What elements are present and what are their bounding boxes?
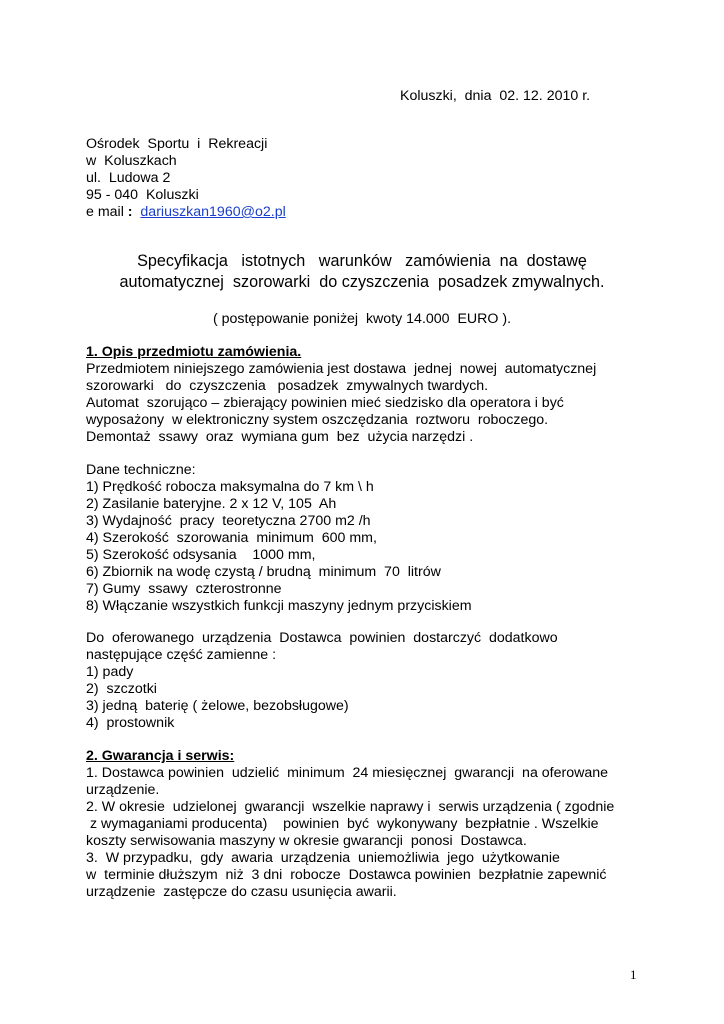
section-1-text: wyposażony w elektroniczny system oszczędzania roztworu roboczego. <box>86 412 549 428</box>
tech-item: 2) Zasilanie bateryjne. 2 x 12 V, 105 Ah <box>86 496 337 512</box>
tech-item: 3) Wydajność pracy teoretyczna 2700 m2 /h <box>86 513 371 529</box>
parts-item: 4) prostownik <box>86 715 175 731</box>
parts-intro: następujące część zamienne : <box>86 647 277 663</box>
section-2-text: urządzenie. <box>86 782 160 798</box>
parts-item: 2) szczotki <box>86 681 157 697</box>
parts-item: 3) jedną baterię ( żelowe, bezobsługowe) <box>86 698 349 714</box>
email-link[interactable]: dariuszkan1960@o2.pl <box>140 204 286 220</box>
page-number: 1 <box>630 967 637 982</box>
recipient-street: ul. Ludowa 2 <box>86 170 171 186</box>
parts-intro: Do oferowanego urządzenia Dostawca powinien dostarczyć dodatkowo <box>86 630 558 646</box>
parts-item: 1) pady <box>86 664 134 680</box>
section-1-text: Przedmiotem niniejszego zamówienia jest dostawa jednej nowej automatycznej <box>86 361 597 377</box>
section-2-text: koszty serwisowania maszyny w okresie gwarancji ponosi Dostawca. <box>86 833 527 849</box>
section-1-text: szorowarki do czyszczenia posadzek zmywalnych twardych. <box>86 378 489 394</box>
subtitle: ( postępowanie poniżej kwoty 14.000 EURO ). <box>212 311 512 327</box>
section-1-heading: 1. Opis przedmiotu zamówienia. <box>86 344 302 360</box>
recipient-name: Ośrodek Sportu i Rekreacji <box>86 136 268 152</box>
tech-item: 8) Włączanie wszystkich funkcji maszyny jednym przyciskiem <box>86 598 472 614</box>
date-line: Koluszki, dnia 02. 12. 2010 r. <box>400 88 591 104</box>
tech-item: 5) Szerokość odsysania 1000 mm, <box>86 547 316 563</box>
title-line-2: automatycznej szorowarki do czyszczenia posadzek zmywalnych. <box>119 273 605 291</box>
recipient-postal: 95 - 040 Koluszki <box>86 187 199 203</box>
section-2-text: 2. W okresie udzielonej gwarancji wszelkie naprawy i serwis urządzenia ( zgodnie <box>86 799 615 815</box>
recipient-city: w Koluszkach <box>86 153 177 169</box>
section-2-heading: 2. Gwarancja i serwis: <box>86 748 235 764</box>
section-1-text: Automat szorująco – zbierający powinien mieć siedzisko dla operatora i być <box>86 395 564 411</box>
section-2-text: z wymaganiami producenta) powinien być wykonywany bezpłatnie . Wszelkie <box>86 816 599 832</box>
section-2-text: urządzenie zastępcze do czasu usunięcia awarii. <box>86 884 397 900</box>
tech-item: 7) Gumy ssawy czterostronne <box>86 581 282 597</box>
section-2-text: 1. Dostawca powinien udzielić minimum 24 miesięcznej gwarancji na oferowane <box>86 765 609 781</box>
tech-item: 4) Szerokość szorowania minimum 600 mm, <box>86 530 377 546</box>
recipient-email-line <box>86 204 286 221</box>
tech-item: 1) Prędkość robocza maksymalna do 7 km \ h <box>86 479 374 495</box>
email-label: e mail <box>86 204 128 220</box>
tech-item: 6) Zbiornik na wodę czystą / brudną minimum 70 litrów <box>86 564 441 580</box>
section-2-text: w terminie dłuższym niż 3 dni robocze Dostawca powinien bezpłatnie zapewnić <box>86 867 607 883</box>
tech-heading: Dane techniczne: <box>86 462 196 478</box>
email-colon: : <box>127 204 133 220</box>
section-2-text: 3. W przypadku, gdy awaria urządzenia uniemożliwia jego użytkowanie <box>86 850 560 866</box>
title-line-1: Specyfikacja istotnych warunków zamówienia na dostawę <box>137 252 587 270</box>
section-1-text: Demontaż ssawy oraz wymiana gum bez użycia narzędzi . <box>86 429 474 445</box>
